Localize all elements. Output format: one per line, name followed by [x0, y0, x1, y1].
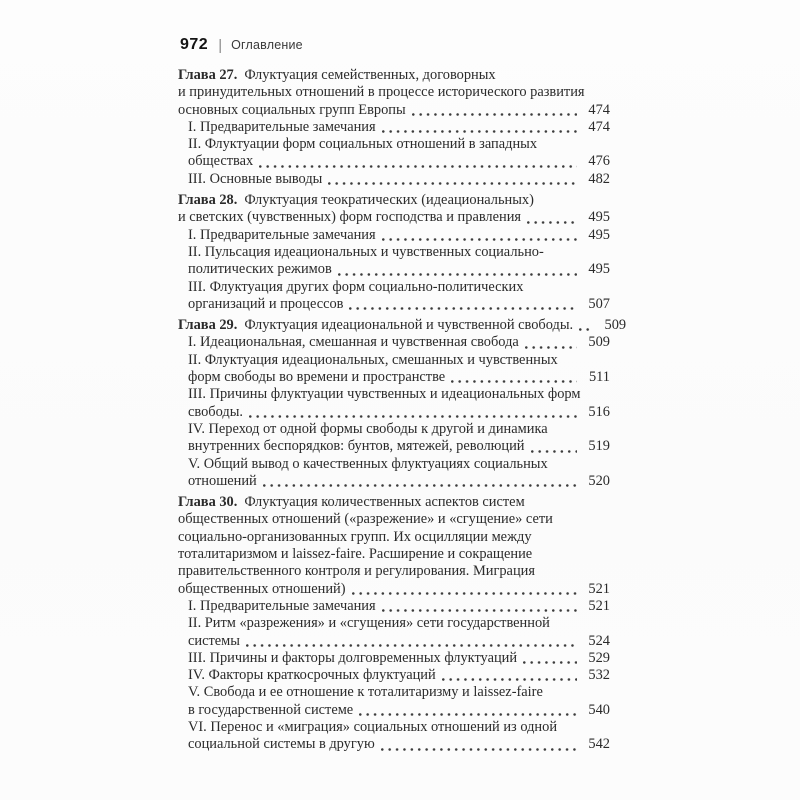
header-divider: | — [218, 36, 223, 54]
toc-line-text: II. Пульсация идеациональных и чувственных социально- — [188, 243, 544, 260]
toc-page-number: 540 — [588, 701, 610, 718]
toc-page-number: 521 — [588, 597, 610, 614]
dot-leader — [352, 592, 577, 595]
toc-page-number: 532 — [588, 667, 610, 684]
toc-line — [178, 563, 610, 580]
dot-leader — [531, 450, 578, 453]
dot-leader — [412, 113, 577, 116]
toc-item-entry — [178, 615, 610, 650]
toc-item-entry — [178, 279, 610, 314]
dot-leader — [451, 380, 577, 383]
toc-line — [178, 684, 610, 701]
toc-line-text — [178, 317, 573, 334]
toc-page-number: 495 — [588, 261, 610, 278]
toc-line — [178, 702, 610, 719]
toc-line — [178, 650, 610, 667]
toc-line-text: IV. Факторы краткосрочных флуктуаций — [188, 667, 436, 684]
toc-line-text: III. Причины и факторы долговременных флуктуаций — [188, 649, 518, 666]
chapter-title-text: Флуктуация идеациональной и чувственной свободы. — [244, 317, 574, 334]
toc-line-text: и принудительных отношений в процессе исторического развития — [178, 84, 585, 101]
toc-item-entry — [178, 136, 610, 171]
toc-chapter-entry — [178, 317, 627, 334]
folio-page-number: 972 — [180, 36, 209, 53]
toc-page-number: 516 — [588, 403, 610, 420]
toc-item-entry — [178, 719, 610, 754]
toc-item-entry — [178, 650, 610, 667]
dot-leader — [442, 678, 577, 681]
toc-line-text: общественных отношений) — [178, 580, 346, 597]
toc-item-entry — [178, 244, 610, 279]
running-head — [178, 36, 610, 54]
toc-line — [178, 736, 610, 753]
dot-leader — [523, 661, 577, 664]
dot-leader — [259, 165, 577, 168]
toc-item-entry — [178, 386, 610, 421]
toc-line-text: отношений — [188, 472, 257, 489]
chapter-title-text: Флуктуация количественных аспектов систем — [244, 494, 525, 511]
dot-leader — [263, 484, 577, 487]
toc-line — [178, 244, 610, 261]
toc-line — [178, 261, 610, 278]
toc-line — [178, 192, 610, 209]
toc-line-text — [178, 494, 525, 510]
toc-line-text: IV. Переход от одной формы свободы к другой и динамика — [188, 420, 548, 437]
toc-line-text: I. Предварительные замечания — [188, 226, 376, 243]
dot-leader — [579, 328, 593, 331]
toc-item-entry — [178, 421, 610, 456]
toc-line-text: общественных отношений («разрежение» и «сгущение» сети — [178, 511, 553, 528]
toc-line — [178, 615, 610, 632]
toc-chapter-entry — [178, 67, 610, 119]
toc-line-text: VI. Перенос и «миграция» социальных отношений из одной — [188, 718, 558, 735]
toc-line-text: V. Свобода и ее отношение к тоталитаризму и laissez-faire — [188, 684, 543, 701]
toc-item-entry — [178, 352, 610, 387]
toc-page-number: 474 — [588, 101, 610, 118]
toc-page-number: 495 — [588, 209, 610, 226]
chapter-number-label: Глава 28. — [178, 192, 238, 209]
chapter-title-text: Флуктуация теократических (идеациональных) — [244, 192, 534, 209]
toc-line — [178, 546, 610, 563]
toc-line-text: в государственной системе — [188, 701, 354, 718]
toc-page-number: 520 — [588, 472, 610, 489]
dot-leader — [525, 346, 577, 349]
toc-line-text: V. Общий вывод о качественных флуктуациях социальных — [188, 455, 548, 472]
toc-line — [178, 171, 610, 188]
toc-line — [178, 369, 610, 386]
toc-item-entry — [178, 334, 610, 351]
toc-line — [178, 317, 627, 334]
toc-line-text: системы — [188, 632, 240, 649]
toc-line — [178, 529, 610, 546]
toc-item-entry — [178, 227, 610, 244]
toc-item-entry — [178, 598, 610, 615]
toc-line-text: II. Флуктуации форм социальных отношений в западных — [188, 136, 538, 153]
toc-line — [178, 296, 610, 313]
toc — [178, 67, 627, 754]
toc-line-text: форм свободы во времени и пространстве — [188, 369, 446, 386]
toc-line — [178, 438, 610, 455]
toc-line — [178, 667, 610, 684]
toc-line-text: организаций и процессов — [188, 295, 344, 312]
toc-line — [178, 456, 610, 473]
toc-line — [178, 421, 610, 438]
dot-leader — [359, 713, 577, 716]
toc-line — [178, 119, 610, 136]
toc-page-number: 476 — [588, 153, 610, 170]
toc-line — [178, 209, 610, 226]
dot-leader — [328, 182, 577, 185]
toc-line-text: политических режимов — [188, 261, 332, 278]
toc-page-number: 542 — [588, 736, 610, 753]
toc-line-text: III. Флуктуация других форм социально-политических — [188, 278, 524, 295]
toc-line-text: обществах — [188, 153, 254, 170]
toc-line — [178, 598, 610, 615]
toc-line — [178, 279, 610, 296]
dot-leader — [246, 644, 577, 647]
dot-leader — [349, 307, 577, 310]
toc-page-number: 511 — [588, 369, 610, 386]
dot-leader — [382, 130, 577, 133]
toc-line — [178, 511, 610, 528]
dot-leader — [249, 415, 577, 418]
toc-line-text: социальной системы в другую — [188, 736, 375, 753]
toc-line-text: I. Предварительные замечания — [188, 597, 376, 614]
toc-chapter-entry — [178, 192, 610, 227]
toc-line-text: социально-организованных групп. Их осцилляции между — [178, 528, 532, 545]
dot-leader — [382, 238, 577, 241]
toc-line-text: правительственного контроля и регулирования. Миграция — [178, 563, 535, 580]
running-head-title: Оглавление — [231, 38, 303, 52]
toc-page-number: 529 — [588, 649, 610, 666]
toc-page-number: 507 — [588, 295, 610, 312]
toc-line — [178, 494, 610, 511]
toc-item-entry — [178, 171, 610, 188]
toc-page-number: 521 — [588, 580, 610, 597]
chapter-number-label: Глава 30. — [178, 494, 238, 511]
toc-line — [178, 404, 610, 421]
dot-leader — [381, 748, 577, 751]
toc-line-text: основных социальных групп Европы — [178, 101, 406, 118]
toc-line-text: II. Флуктуация идеациональных, смешанных и чувственных — [188, 351, 558, 368]
dot-leader — [338, 273, 577, 276]
toc-item-entry — [178, 119, 610, 136]
chapter-number-label: Глава 27. — [178, 67, 238, 83]
toc-item-entry — [178, 456, 610, 491]
toc-page-number: 482 — [588, 170, 610, 187]
toc-page-number: 519 — [588, 438, 610, 455]
toc-line-text: внутренних беспорядков: бунтов, мятежей, революций — [188, 438, 525, 455]
toc-line — [178, 227, 610, 244]
toc-line-text: и светских (чувственных) форм господства и правления — [178, 209, 522, 226]
toc-line-text: II. Ритм «разрежения» и «сгущения» сети государственной — [188, 615, 550, 632]
chapter-number-label: Глава 29. — [178, 317, 238, 334]
toc-line-text — [178, 192, 534, 208]
toc-line — [178, 102, 610, 119]
toc-line-text: III. Основные выводы — [188, 170, 323, 187]
toc-page-number: 509 — [588, 334, 610, 351]
page-content — [178, 36, 627, 754]
toc-page-number: 524 — [588, 632, 610, 649]
dot-leader — [527, 221, 577, 224]
toc-page-number: 509 — [604, 317, 627, 334]
toc-item-entry — [178, 667, 610, 684]
toc-line — [178, 153, 610, 170]
toc-page-number: 474 — [588, 118, 610, 135]
toc-line-text: I. Идеациональная, смешанная и чувственная свобода — [188, 334, 519, 351]
toc-item-entry — [178, 684, 610, 719]
toc-line-text: тоталитаризмом и laissez-faire. Расширение и сокращение — [178, 546, 533, 563]
toc-page-number: 495 — [588, 226, 610, 243]
toc-line — [178, 386, 610, 403]
toc-chapter-entry — [178, 494, 610, 598]
toc-line — [178, 84, 610, 101]
toc-line-text: III. Причины флуктуации чувственных и идеациональных форм — [188, 386, 581, 403]
toc-line — [178, 67, 610, 84]
toc-line — [178, 581, 610, 598]
toc-line-text: I. Предварительные замечания — [188, 118, 376, 135]
toc-line — [178, 473, 610, 490]
dot-leader — [382, 609, 577, 612]
toc-line — [178, 334, 610, 351]
toc-line-text: свободы. — [188, 403, 243, 420]
chapter-title-text: Флуктуация семейственных, договорных — [244, 67, 496, 83]
toc-line — [178, 633, 610, 650]
toc-line — [178, 719, 610, 736]
toc-line-text — [178, 67, 496, 83]
toc-line — [178, 136, 610, 153]
toc-line — [178, 352, 610, 369]
